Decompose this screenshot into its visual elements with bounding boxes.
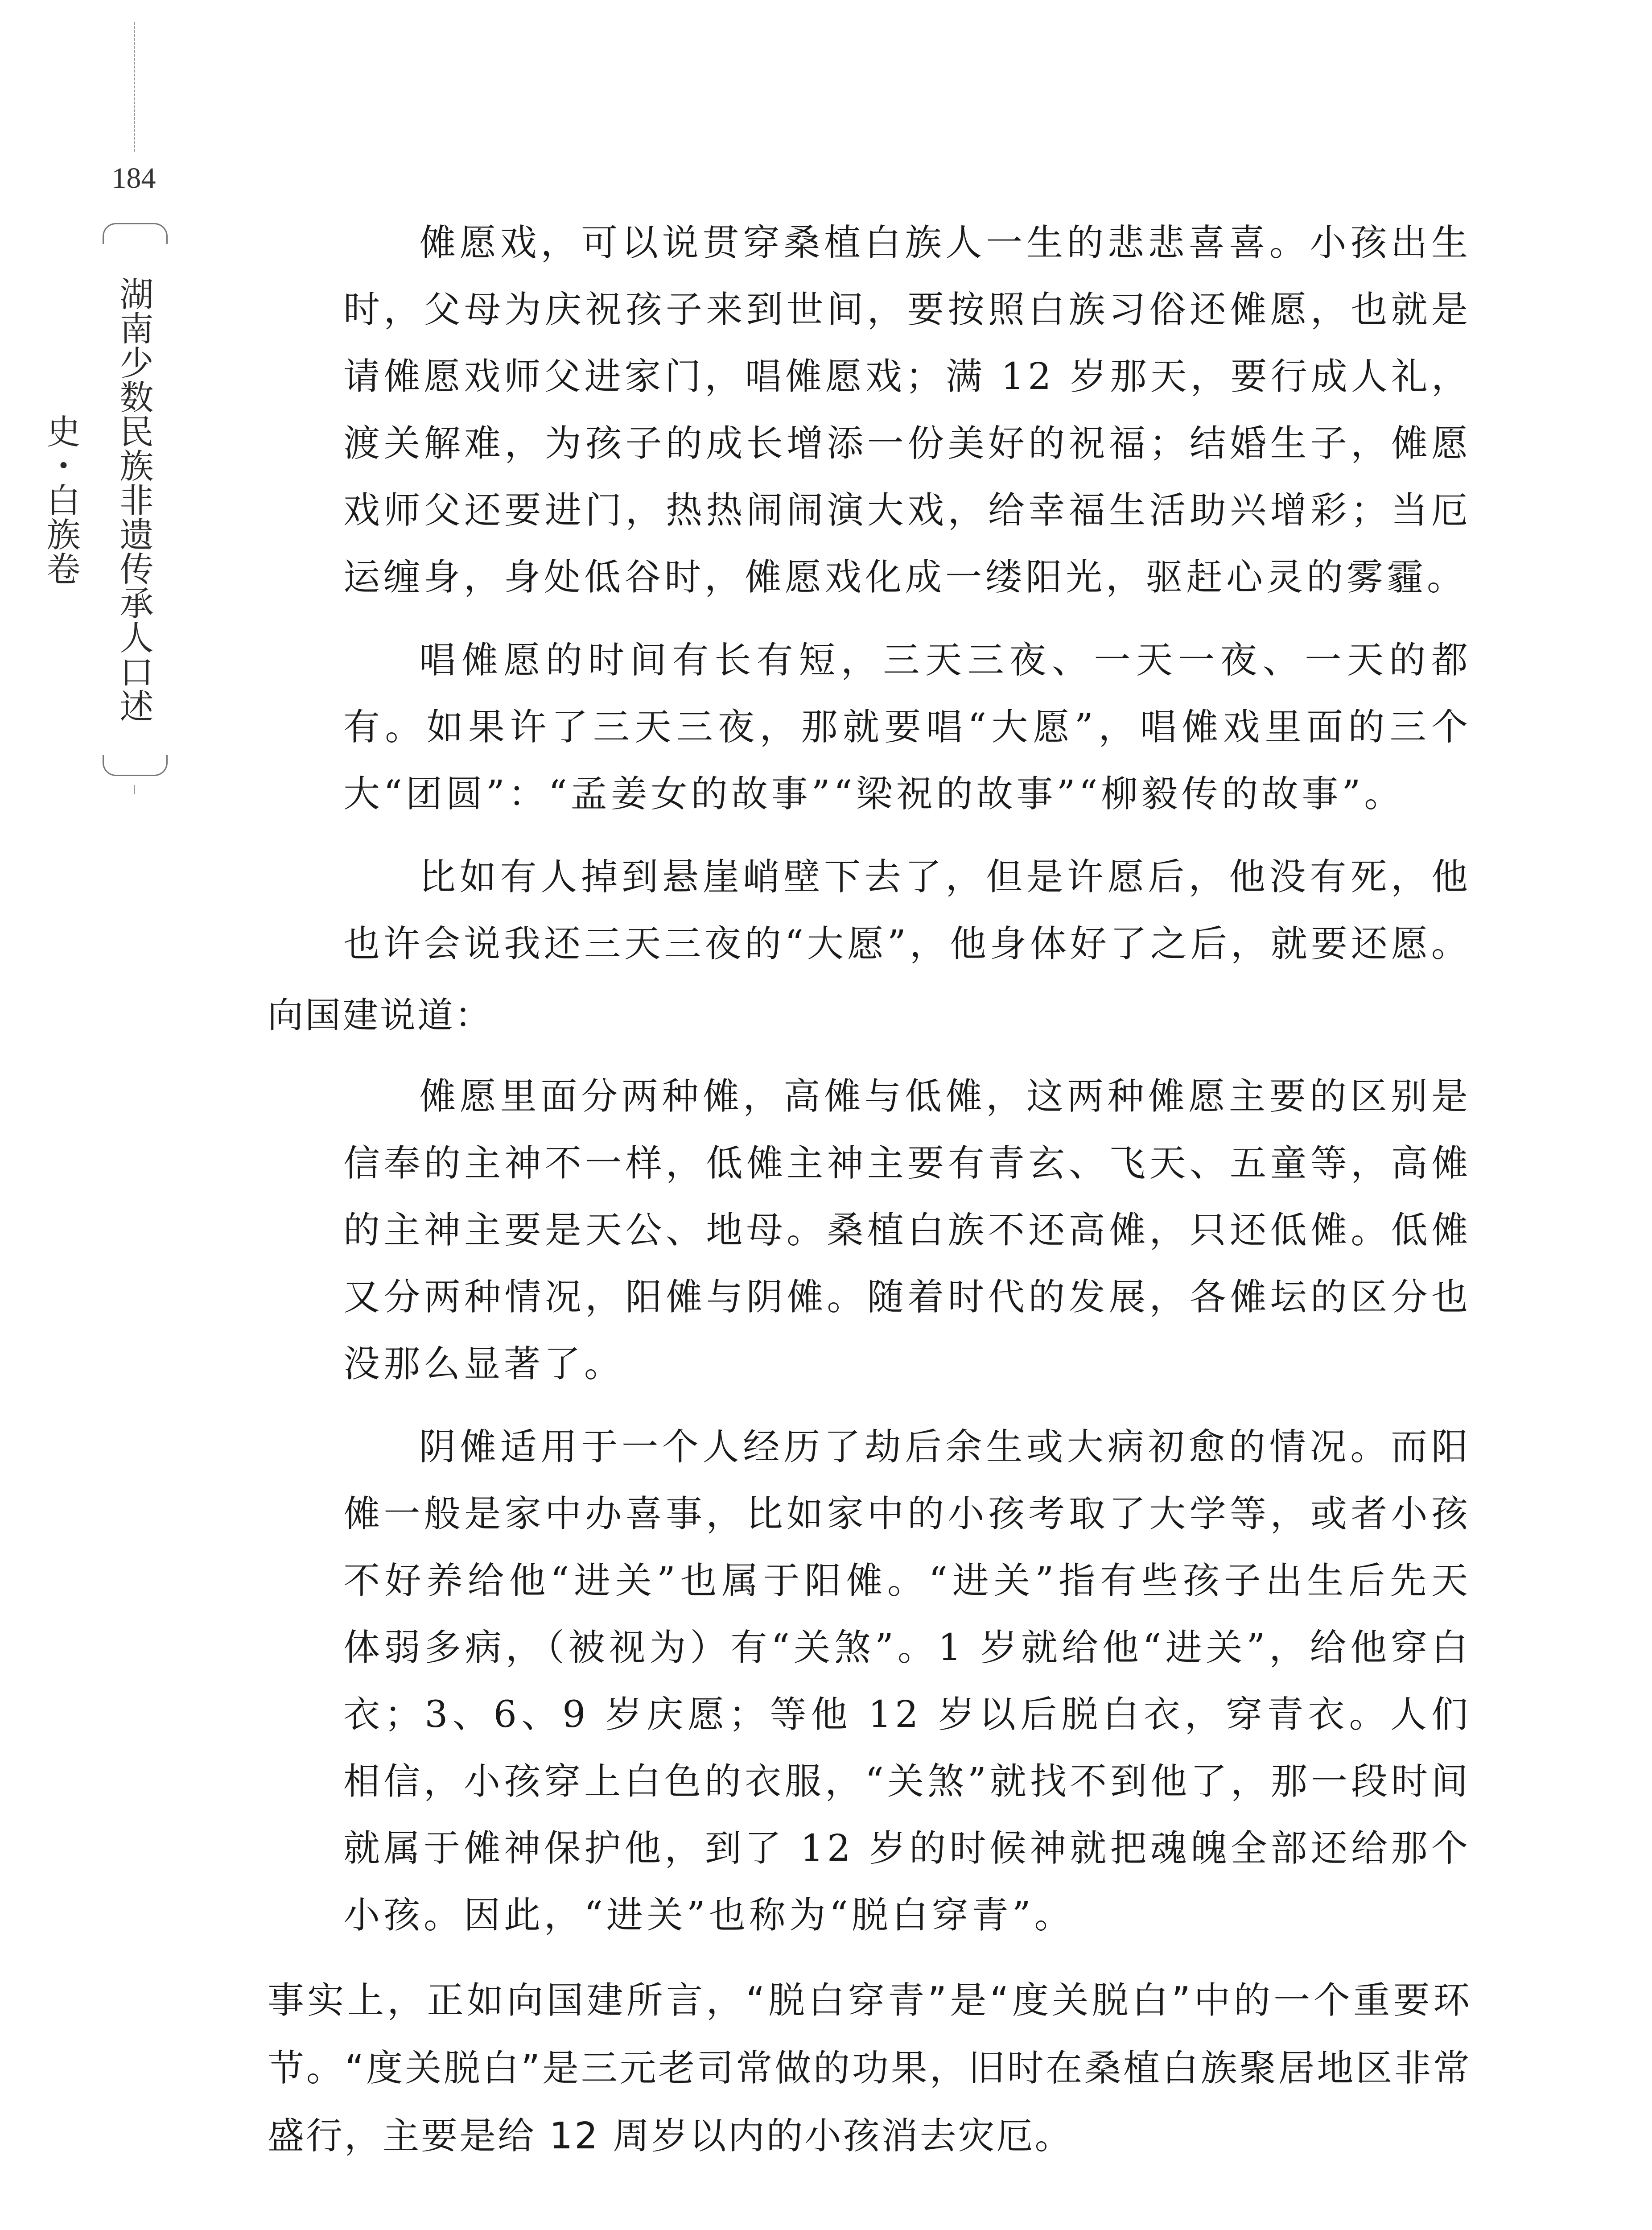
quote-paragraph: 傩愿里面分两种傩，高傩与低傩，这两种傩愿主要的区别是信奉的主神不一样，低傩主神主要有青玄、飞天、五童等，高傩的主神主要是天公、地母。桑植白族不还高傩，只还低傩。低傩又分两种情况，阳傩与阴傩。随着时代的发展，各傩坛的区分也没那么显著了。 [343,1075,1471,1385]
quote-paragraph: 比如有人掉到悬崖峭壁下去了，但是许愿后，他没有死，他也许会说我还三天三夜的“大愿”，他身体好了之后，就要还愿。 [343,856,1471,965]
running-title: 湖南少数民族非遗传承人口述史・白族卷 [41,276,154,723]
title-bracket-top [103,223,168,244]
page-number: 184 [111,162,156,194]
speaker-line: 向国建说道： [268,995,492,1036]
margin-dashed-rule-top [134,22,135,152]
quote-block-2 [268,1063,1471,1949]
running-title-frame [41,223,170,776]
title-bracket-bottom [103,755,168,776]
quote-block-1 [268,210,1471,978]
quote-paragraph: 傩愿戏，可以说贯穿桑植白族人一生的悲悲喜喜。小孩出生时，父母为庆祝孩子来到世间，要按照白族习俗还傩愿，也就是请傩愿戏师父进家门，唱傩愿戏；满 12 岁那天，要行成人礼，渡关解难，为孩子的成长增添一份美好的祝福；结婚生子，傩愿戏师父还要进门，热热闹闹演大戏，给幸福生活助兴增彩；当厄运缠身，身处低谷时，傩愿戏化成一缕阳光，驱赶心灵的雾霾。 [343,222,1471,599]
body-text [268,210,1471,2170]
closing-paragraph: 事实上，正如向国建所言，“脱白穿青”是“度关脱白”中的一个重要环节。“度关脱白”是三元老司常做的功果，旧时在桑植白族聚居地区非常盛行，主要是给 12 周岁以内的小孩消去灾厄。 [268,1979,1471,2157]
quote-paragraph: 阴傩适用于一个人经历了劫后余生或大病初愈的情况。而阳傩一般是家中办喜事，比如家中的小孩考取了大学等，或者小孩不好养给他“进关”也属于阳傩。“进关”指有些孩子出生后先天体弱多病，（被视为）有“关煞”。1 岁就给他“进关”，给他穿白衣；3、6、9 岁庆愿；等他 12 岁以后脱白衣，穿青衣。人们相信，小孩穿上白色的衣服，“关煞”就找不到他了，那一段时间就属于傩神保护他，到了 12 岁的时候神就把魂魄全部还给那个小孩。因此，“进关”也称为“脱白穿青”。 [343,1426,1471,1937]
margin-dashed-rule-bottom [134,785,135,794]
quote-paragraph: 唱傩愿的时间有长有短，三天三夜、一天一夜、一天的都有。如果许了三天三夜，那就要唱“大愿”，唱傩戏里面的三个大“团圆”：“孟姜女的故事”“梁祝的故事”“柳毅传的故事”。 [343,639,1471,815]
